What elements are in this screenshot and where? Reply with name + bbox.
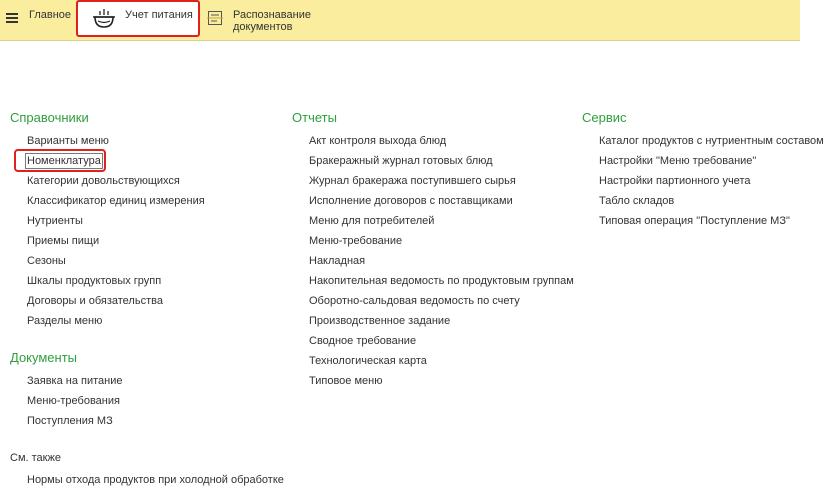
link-report-summary-requisition[interactable]: Сводное требование (309, 335, 417, 347)
see-also-title: См. также (10, 452, 61, 464)
link-meals[interactable]: Приемы пищи (27, 235, 100, 247)
link-report-ready-dish-journal[interactable]: Бракеражный журнал готовых блюд (309, 155, 493, 167)
scan-document-icon (207, 10, 223, 29)
section-title-service: Сервис (582, 110, 627, 125)
link-allowance-categories[interactable]: Категории довольствующихся (27, 175, 180, 187)
link-service-product-catalog[interactable]: Каталог продуктов с нутриентным составом (599, 135, 824, 147)
nav-document-recognition-label (233, 9, 353, 33)
link-report-production-task[interactable]: Производственное задание (309, 315, 451, 327)
link-report-cumulative-statement[interactable]: Накопительная ведомость по продуктовым группам (309, 275, 574, 287)
link-nutrients[interactable]: Нутриенты (27, 215, 83, 227)
nav-food-accounting[interactable] (76, 0, 200, 37)
link-report-standard-menu[interactable]: Типовое меню (309, 375, 383, 387)
link-product-group-scales[interactable]: Шкалы продуктовых групп (27, 275, 162, 287)
hamburger-icon[interactable] (6, 13, 18, 24)
link-report-supplier-contracts[interactable]: Исполнение договоров с поставщиками (309, 195, 513, 207)
link-report-consumer-menu[interactable]: Меню для потребителей (309, 215, 435, 227)
link-units-classifier[interactable]: Классификатор единиц измерения (27, 195, 205, 207)
section-title-reports: Отчеты (292, 110, 337, 125)
link-mz-receipts[interactable]: Поступления МЗ (27, 415, 113, 427)
link-report-tech-card[interactable]: Технологическая карта (309, 355, 427, 367)
link-seasons[interactable]: Сезоны (27, 255, 66, 267)
nav-food-accounting-label: Учет питания (125, 9, 193, 21)
link-contracts[interactable]: Договоры и обязательства (27, 295, 163, 307)
nav-main[interactable]: Главное (29, 9, 72, 21)
food-pot-icon (92, 8, 116, 33)
link-menu-requisitions[interactable]: Меню-требования (27, 395, 120, 407)
recognition-label-line2: документов (233, 21, 293, 33)
link-report-invoice[interactable]: Накладная (309, 255, 366, 267)
section-title-documents: Документы (10, 350, 78, 365)
link-menu-sections[interactable]: Разделы меню (27, 315, 103, 327)
link-nomenclature[interactable]: Номенклатура (27, 155, 101, 167)
link-cold-processing-waste-norms[interactable]: Нормы отхода продуктов при холодной обработке (27, 474, 284, 486)
link-menu-variants[interactable]: Варианты меню (27, 135, 109, 147)
link-meal-request[interactable]: Заявка на питание (27, 375, 123, 387)
link-report-dish-output[interactable]: Акт контроля выхода блюд (309, 135, 447, 147)
top-navigation-bar (0, 0, 800, 41)
link-service-warehouse-board[interactable]: Табло складов (599, 195, 675, 207)
link-service-batch-settings[interactable]: Настройки партионного учета (599, 175, 751, 187)
link-report-menu-requisition[interactable]: Меню-требование (309, 235, 403, 247)
link-report-trial-balance[interactable]: Оборотно-сальдовая ведомость по счету (309, 295, 520, 307)
link-report-raw-material-journal[interactable]: Журнал бракеража поступившего сырья (309, 175, 516, 187)
recognition-label-line1: Распознавание (233, 9, 311, 21)
link-service-standard-operation[interactable]: Типовая операция "Поступление МЗ" (599, 215, 790, 227)
link-service-menu-requisition-settings[interactable]: Настройки "Меню требование" (599, 155, 757, 167)
section-title-references: Справочники (10, 110, 89, 125)
